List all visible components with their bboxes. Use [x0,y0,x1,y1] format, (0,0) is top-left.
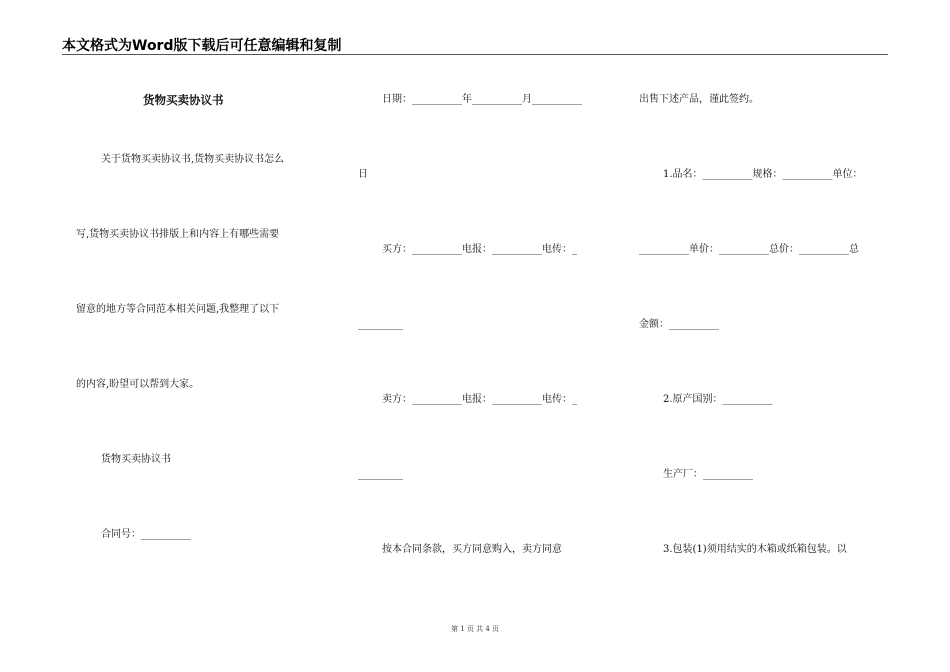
buyer-line: 买方：__________电报：__________电传：_ [382,244,577,255]
paragraph-line: 关于货物买卖协议书,货物买卖协议书怎么 [101,154,285,165]
seller-line: 卖方：__________电报：__________电传：_ [382,394,577,405]
paragraph-line: 的内容,盼望可以帮到大家。 [76,379,200,390]
paragraph-line: 出售下述产品，谨此签约。 [639,94,759,105]
paragraph-line: __________单价：__________总价：__________总 [639,244,859,255]
date-line: 日期：__________年__________月__________ [382,94,582,105]
section-heading: 货物买卖协议书 [101,454,171,465]
total-amount-line: 金额：__________ [639,319,719,330]
page-number: 第 1 页 共 4 页 [450,625,500,633]
contract-number-line: 合同号：__________ [101,529,191,540]
paragraph-line: 按本合同条款，买方同意购入，卖方同意 [382,544,562,555]
paragraph-line: _________ [358,469,403,480]
manufacturer-line: 生产厂：__________ [663,469,753,480]
page-header [62,34,888,55]
header-title: 本文格式为Word版下载后可任意编辑和复制 [62,38,342,54]
country-of-origin-line: 2.原产国别：__________ [663,394,773,405]
document-title: 货物买卖协议书 [143,93,224,107]
packaging-line: 3.包装(1)须用结实的木箱或纸箱包装。以 [663,544,847,555]
paragraph-line: 写,货物买卖协议书排版上和内容上有哪些需要 [76,229,280,240]
paragraph-line: 留意的地方等合同范本相关问题,我整理了以下 [76,304,280,315]
product-name-line: 1.品名：__________规格：__________单位： [663,169,863,180]
paragraph-line: _________ [358,319,403,330]
paragraph-line: 日 [358,169,368,180]
